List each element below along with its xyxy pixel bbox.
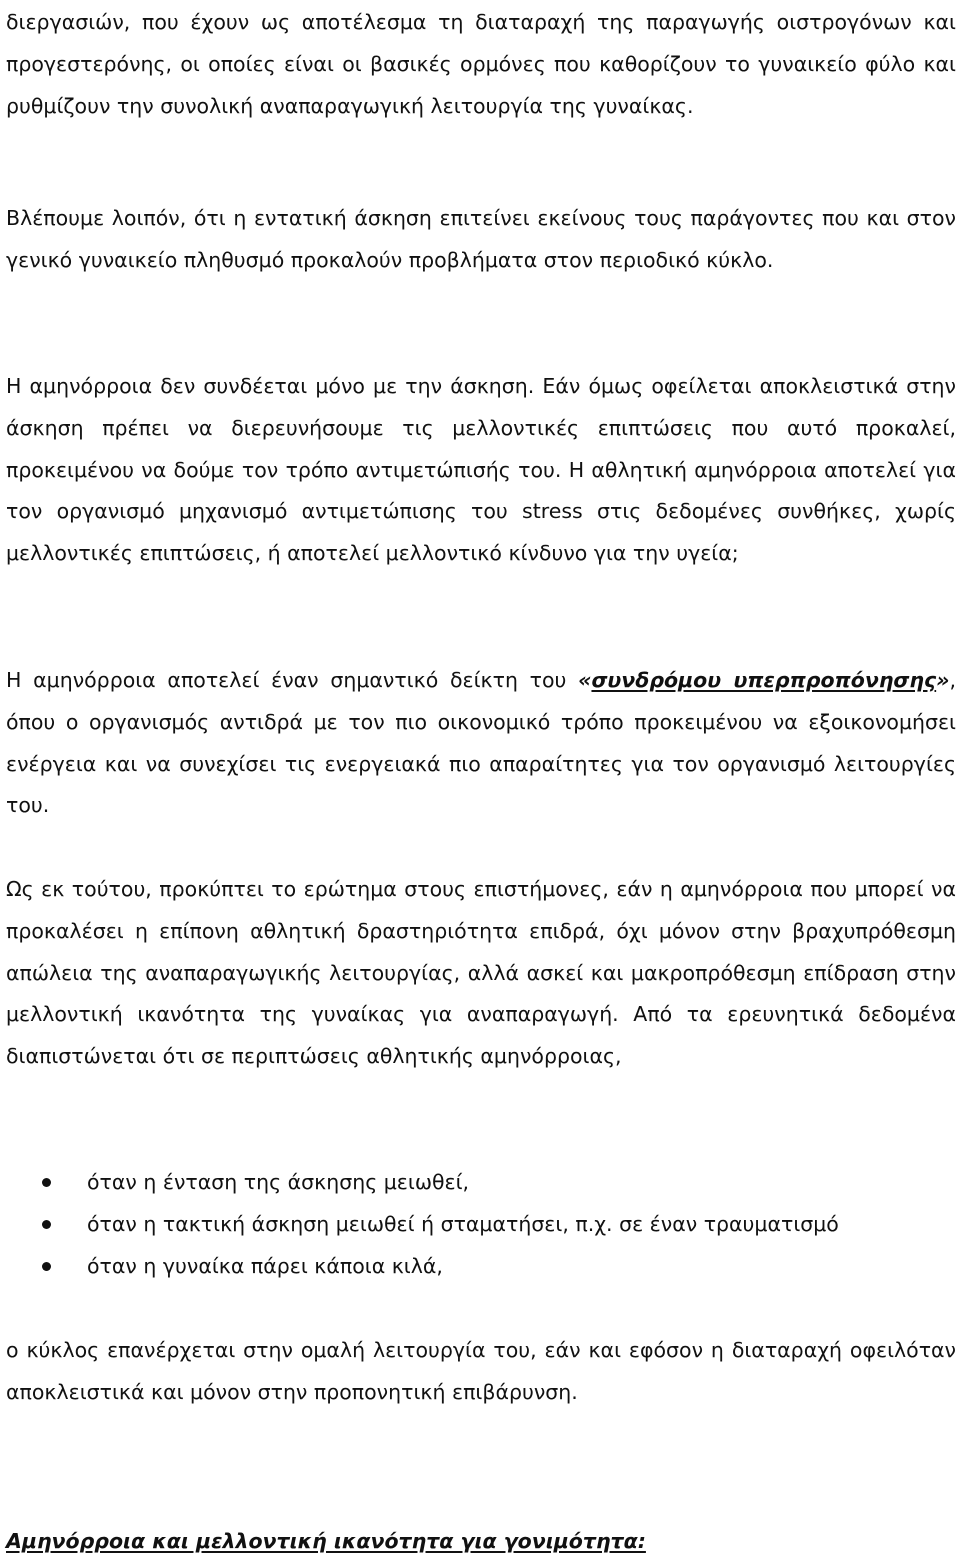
bullet-icon [42, 1220, 51, 1229]
paragraph-overtraining-before: Η αμηνόρροια αποτελεί έναν σημαντικό δείκτη του [6, 668, 579, 692]
list-item [6, 1162, 956, 1204]
section-heading: Αμηνόρροια και μελλοντική ικανότητα για γονιμότητα: [6, 1529, 646, 1553]
list-item [6, 1246, 956, 1288]
recovery-conditions-list [6, 1162, 956, 1287]
close-quote: » [936, 668, 950, 692]
list-item [6, 1204, 956, 1246]
overtraining-syndrome-text: συνδρόμου υπερπροπόνησης [591, 668, 937, 692]
list-item-text: όταν η τακτική άσκηση μειωθεί ή σταματήσει, π.χ. σε έναν τραυματισμό [87, 1211, 839, 1236]
paragraph-hormones: διεργασιών, που έχουν ως αποτέλεσμα τη διαταραχή της παραγωγής οιστρογόνων και προγεστερόνης, οι οποίες είναι οι βασικές ορμόνες που καθορίζουν το γυναικείο φύλο και ρυθμίζουν την συνολική αναπαραγωγική λειτουργία της γυναίκας. [6, 10, 956, 118]
paragraph-overtraining-syndrome [6, 660, 956, 827]
bullet-icon [42, 1262, 51, 1271]
bullet-icon [42, 1178, 51, 1187]
paragraph-research-question: Ως εκ τούτου, προκύπτει το ερώτημα στους επιστήμονες, εάν η αμηνόρροια που μπορεί να προκαλέσει η επίπονη αθλητική δραστηριότητα επιδρά, όχι μόνον στην βραχυπρόθεσμη απώλεια της αναπαραγωγικής λειτουργίας, αλλά ασκεί και μακροπρόθεσμη επίδραση στην μελλοντική ικανότητα της γυναίκας για αναπαραγωγή. Από τα ερευνητικά δεδομένα διαπιστώνεται ότι σε περιπτώσεις αθλητικής αμηνόρροιας, [6, 877, 956, 1069]
list-item-text: όταν η γυναίκα πάρει κάποια κιλά, [87, 1253, 443, 1278]
list-item-text: όταν η ένταση της άσκησης μειωθεί, [87, 1170, 470, 1194]
paragraph-overtraining-after: , όπου ο οργανισμός αντιδρά με τον πιο οικονομικό τρόπο προκειμένου να εξοικονομήσει ενέργεια και να συνεχίσει τις ενεργειακά πιο απαραίτητες για τον οργανισμό λειτουργίες του. [6, 668, 956, 818]
paragraph-intensive-exercise: Βλέπουμε λοιπόν, ότι η εντατική άσκηση επιτείνει εκείνους τους παράγοντες που και στον γενικό γυναικείο πληθυσμό προκαλούν προβλήματα στον περιοδικό κύκλο. [6, 206, 956, 272]
open-quote: « [578, 668, 592, 692]
overtraining-syndrome-term [578, 668, 949, 692]
paragraph-cycle-restoration: ο κύκλος επανέρχεται στην ομαλή λειτουργία του, εάν και εφόσον η διαταραχή οφειλόταν αποκλειστικά και μόνον στην προπονητική επιβάρυνση. [6, 1338, 956, 1404]
paragraph-amenorrhea-exercise: Η αμηνόρροια δεν συνδέεται μόνο με την άσκηση. Εάν όμως οφείλεται αποκλειστικά στην άσκηση πρέπει να διερευνήσουμε τις μελλοντικές επιπτώσεις που αυτό προκαλεί, προκειμένου να δούμε τον τρόπο αντιμετώπισής του. Η αθλητική αμηνόρροια αποτελεί για τον οργανισμό μηχανισμό αντιμετώπισης του stress στις δεδομένες συνθήκες, χωρίς μελλοντικές επιπτώσεις, ή αποτελεί μελλοντικό κίνδυνο για την υγεία; [6, 374, 956, 566]
